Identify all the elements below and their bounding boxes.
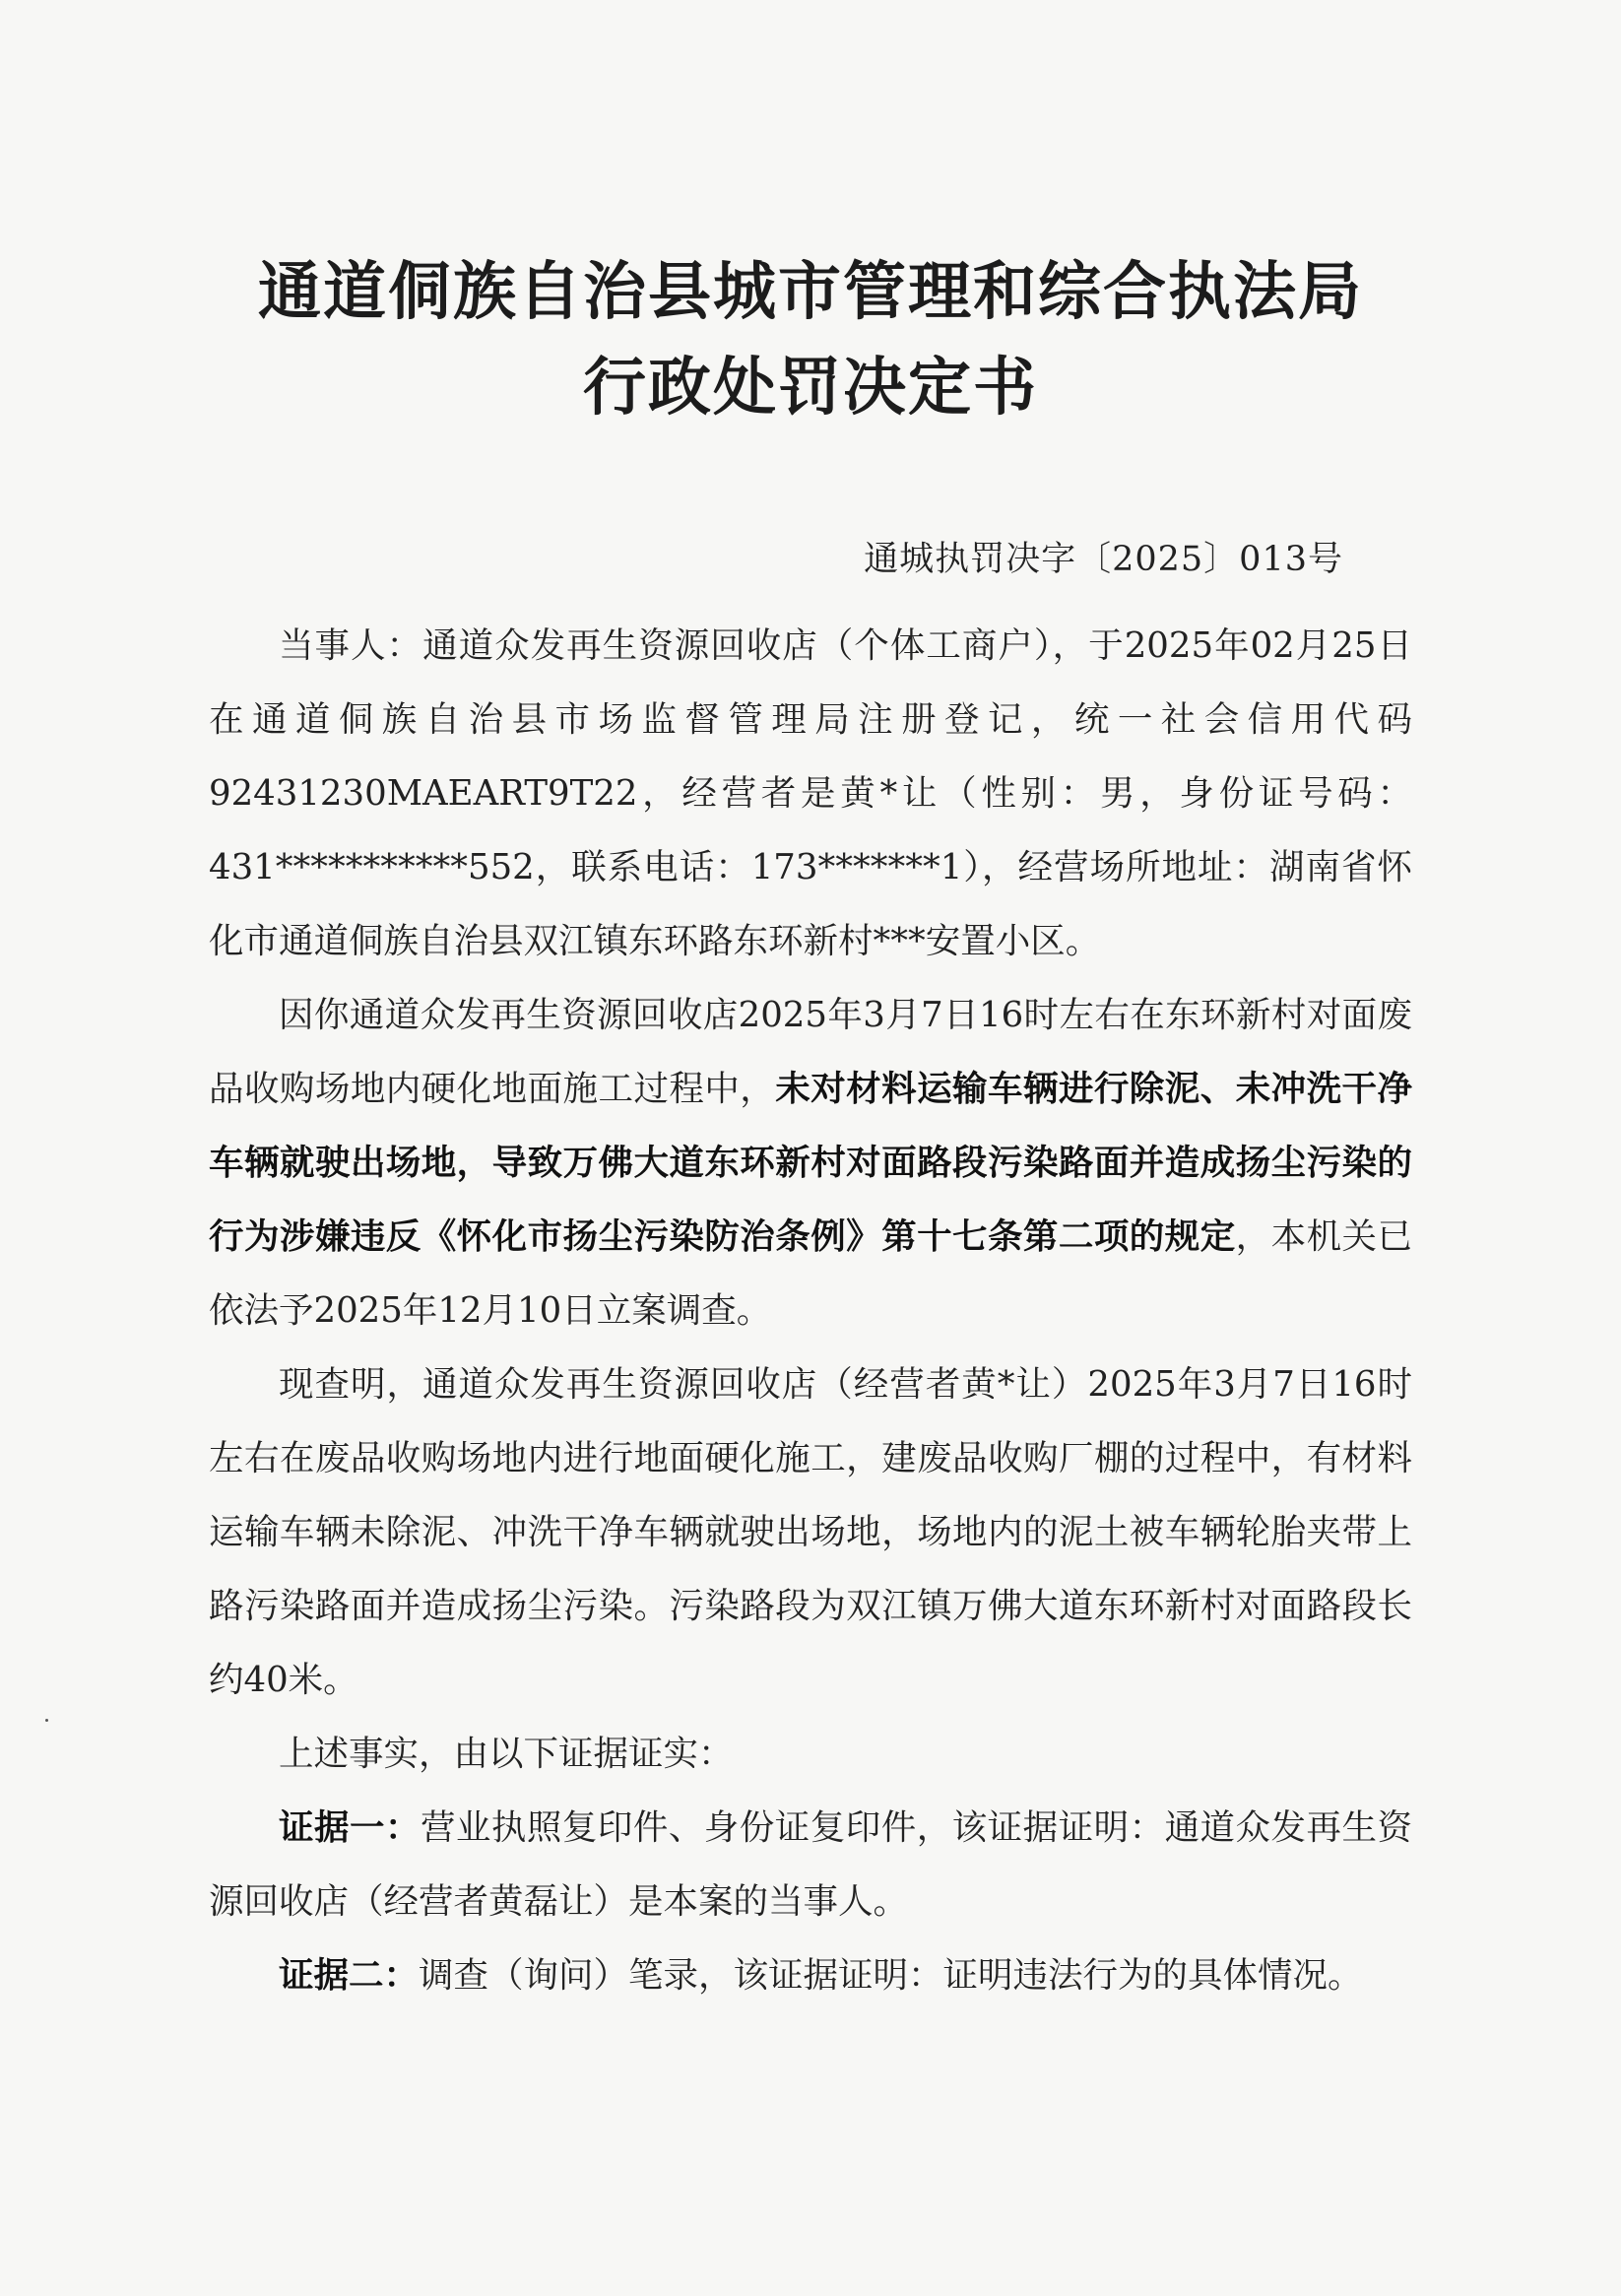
- cause-text-start: 因你通道众发再生资源回收店2025年3月7日16时左右在东环新村对面废品收购场地内硬化地面施工过程中，: [209, 995, 1412, 1109]
- evidence-2-text: 调查（询问）笔录，该证据证明：证明违法行为的具体情况。: [419, 1955, 1363, 1996]
- findings-paragraph: 现查明，通道众发再生资源回收店（经营者黄*让）2025年3月7日16时左右在废品收购场地内进行地面硬化施工，建废品收购厂棚的过程中，有材料运输车辆未除泥、冲洗干净车辆就驶出场地，场地内的泥土被车辆轮胎夹带上路污染路面并造成扬尘污染。污染路段为双江镇万佛大道东环新村对面路段长约40米。: [209, 1364, 1412, 1700]
- evidence-intro: 上述事实，由以下证据证实：: [279, 1734, 734, 1774]
- evidence-1-text: 营业执照复印件、身份证复印件，该证据证明：通道众发再生资源回收店（经营者黄磊让）是本案的当事人。: [209, 1807, 1412, 1922]
- evidence-2-label: 证据二：: [279, 1955, 420, 1996]
- party-paragraph: 当事人：通道众发再生资源回收店（个体工商户），于2025年02月25日在通道侗族自治县市场监督管理局注册登记，统一社会信用代码92431230MAEART9T22，经营者是黄*让（性别：男，身份证号码：431***********552，联系电话：173*******1），经营场所地址：湖南省怀化市通道侗族自治县双江镇东环路东环新村***安置小区。: [209, 625, 1412, 961]
- document-title-line1: 通道侗族自治县城市管理和综合执法局: [258, 256, 1363, 329]
- evidence-1-label: 证据一：: [279, 1807, 421, 1848]
- evidence-1-paragraph: [209, 1791, 1412, 1938]
- cause-text-emphasis: 未对材料运输车辆进行除泥、未冲洗干净车辆就驶出场地，导致万佛大道东环新村对面路段污染路面并造成扬尘污染的行为涉嫌违反《怀化市扬尘污染防治条例》第十七条第二项的规定: [209, 1069, 1412, 1257]
- cause-paragraph: [209, 978, 1412, 1347]
- cause-text-end: ，本机关已依法予2025年12月10日立案调查。: [209, 1216, 1412, 1331]
- evidence-2-paragraph: [209, 1938, 1412, 2012]
- scan-speck: [45, 1719, 48, 1722]
- document-body: [209, 609, 1412, 2012]
- document-number: 通城执罚决字〔2025〕013号: [864, 540, 1343, 579]
- document-title-line2: 行政处罚决定书: [583, 352, 1038, 425]
